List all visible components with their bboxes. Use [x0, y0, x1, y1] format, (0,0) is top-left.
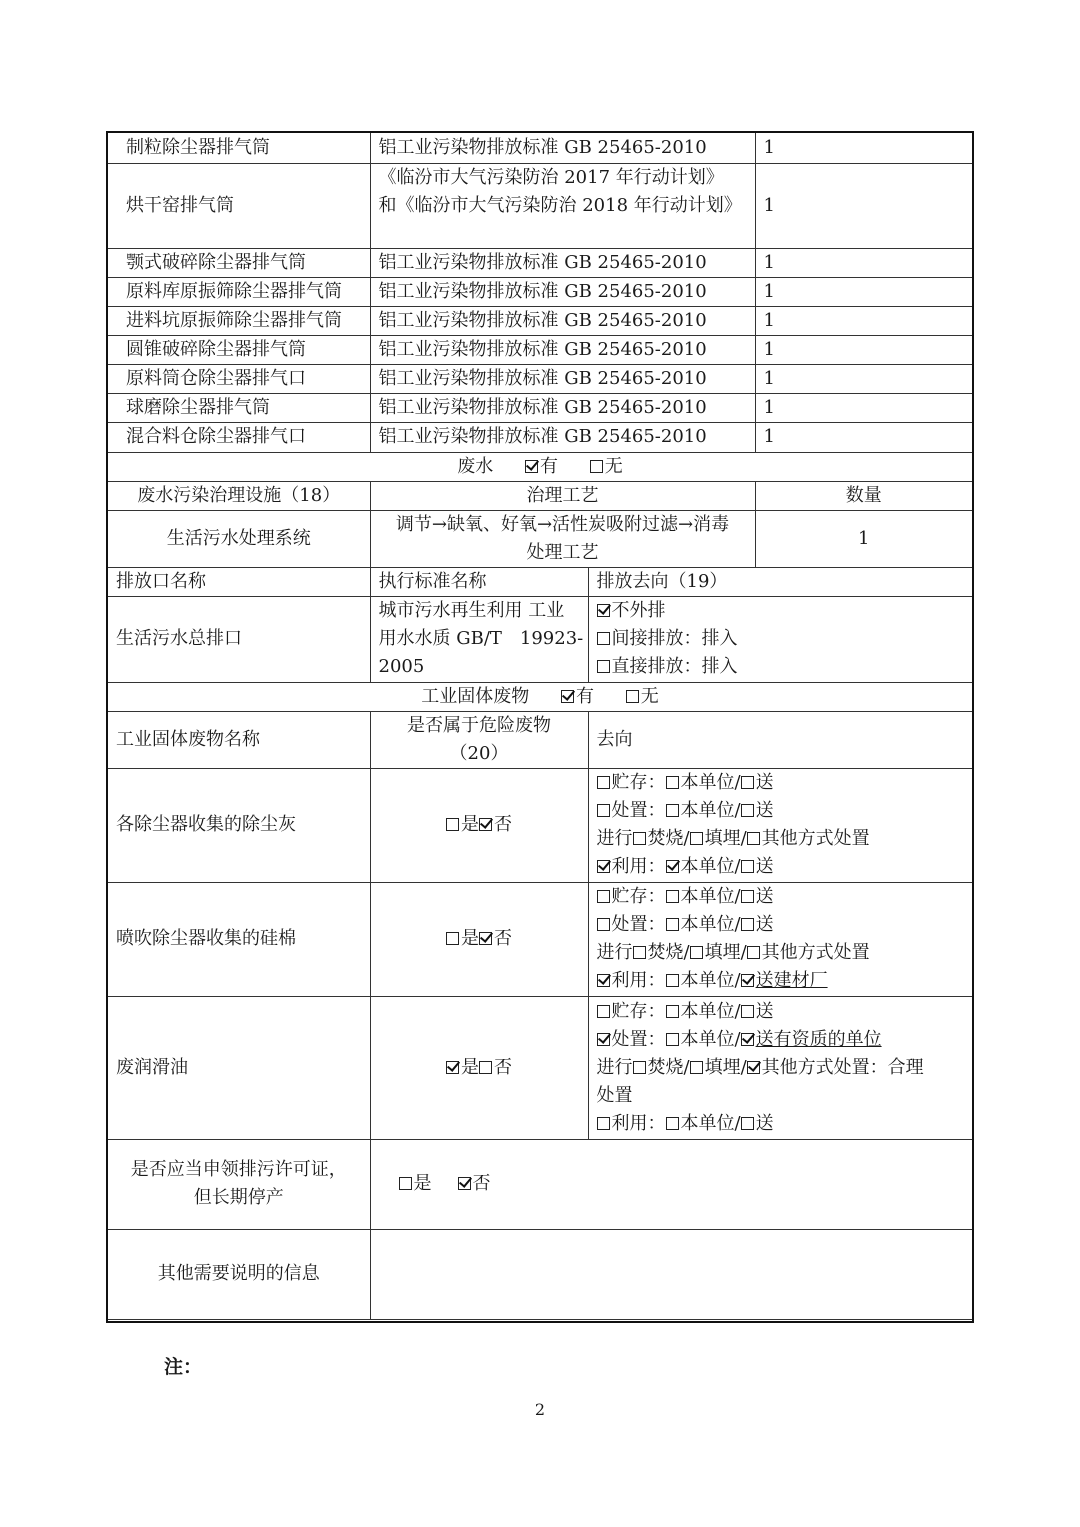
- unchecked-checkbox[interactable]: [633, 946, 646, 959]
- facility-name: 生活污水处理系统: [108, 510, 370, 567]
- unchecked-checkbox[interactable]: [666, 804, 679, 817]
- emission-standard: 铝工业污染物排放标准 GB 25465-2010: [370, 133, 755, 163]
- emission-name: 制粒除尘器排气筒: [108, 133, 370, 163]
- report-table-frame: [106, 131, 974, 1323]
- standard-header: 执行标准名称: [370, 567, 588, 596]
- emission-count: 1: [755, 335, 972, 364]
- emission-standard: 铝工业污染物排放标准 GB 25465-2010: [370, 306, 755, 335]
- option-label: 是: [413, 1173, 432, 1194]
- emission-count: 1: [755, 248, 972, 277]
- unchecked-checkbox[interactable]: [597, 1005, 610, 1018]
- checked-checkbox[interactable]: [597, 1033, 610, 1046]
- option-label: 送: [755, 1000, 774, 1022]
- option-label: 本单位/: [680, 1028, 741, 1050]
- waste-name-header: 工业固体废物名称: [108, 711, 370, 768]
- solid-waste-row: [108, 996, 972, 1139]
- option-label: 处置：: [611, 1028, 666, 1050]
- checked-checkbox[interactable]: [747, 1061, 760, 1074]
- other-info-label: 其他需要说明的信息: [108, 1229, 370, 1319]
- unchecked-checkbox[interactable]: [666, 918, 679, 931]
- wastewater-section-row: [108, 452, 972, 481]
- emission-standard: 铝工业污染物排放标准 GB 25465-2010: [370, 422, 755, 452]
- option-label: 进行: [596, 942, 633, 963]
- unchecked-checkbox[interactable]: [741, 918, 754, 931]
- unchecked-checkbox[interactable]: [747, 946, 760, 959]
- wastewater-facility-row: [108, 510, 972, 567]
- emission-name: 烘干窑排气筒: [108, 163, 370, 248]
- emission-name: 混合料仓除尘器排气口: [108, 422, 370, 452]
- permit-question-line: 是否应当申领排污许可证，: [130, 1159, 347, 1180]
- note-label: 注：: [164, 1356, 203, 1378]
- emission-name: 进料坑原振筛除尘器排气筒: [108, 306, 370, 335]
- unchecked-checkbox[interactable]: [741, 860, 754, 873]
- option-label: 本单位/: [680, 856, 741, 877]
- section-title: 废水: [457, 455, 494, 477]
- option-label: 送: [755, 1112, 774, 1134]
- emission-row: [108, 248, 972, 277]
- option-label: 否: [494, 1056, 512, 1078]
- option-label: 送: [755, 772, 774, 793]
- emission-count: 1: [755, 163, 972, 248]
- count-header: 数量: [755, 481, 972, 510]
- option-label: 本单位/: [680, 886, 741, 907]
- outlet-header: 排放口名称: [108, 567, 370, 596]
- emission-count: 1: [755, 133, 972, 163]
- option-label: 本单位/: [680, 1000, 741, 1022]
- emission-count: 1: [755, 393, 972, 422]
- process-line: 处理工艺: [526, 541, 599, 563]
- other-info-value[interactable]: [370, 1229, 972, 1319]
- unchecked-checkbox[interactable]: [741, 776, 754, 789]
- option-label: 是: [461, 928, 479, 949]
- option-label: 间接排放：排入: [611, 628, 738, 649]
- option-label: 其他方式处置：合理: [761, 1056, 924, 1078]
- unchecked-checkbox[interactable]: [446, 818, 459, 831]
- permit-row: [108, 1139, 972, 1229]
- emission-standard: 铝工业污染物排放标准 GB 25465-2010: [370, 364, 755, 393]
- emission-standard-line: 《临汾市大气污染防治 2017 年行动计划》: [378, 166, 724, 188]
- emission-count: 1: [755, 422, 972, 452]
- section-title: 工业固体废物: [421, 685, 530, 707]
- option-label: 本单位/: [680, 970, 741, 991]
- hazard-choice: [370, 996, 588, 1139]
- unchecked-checkbox[interactable]: [633, 1061, 646, 1074]
- unchecked-checkbox[interactable]: [597, 776, 610, 789]
- option-label: 本单位/: [680, 772, 741, 793]
- emission-standard-line: 和《临汾市大气污染防治 2018 年行动计划》: [378, 194, 742, 216]
- permit-question-line: 但长期停产: [193, 1187, 284, 1208]
- facility-header: 废水污染治理设施（18）: [108, 481, 370, 510]
- option-label: 焚烧/: [647, 942, 690, 963]
- unchecked-checkbox[interactable]: [597, 804, 610, 817]
- waste-destination: [588, 996, 972, 1139]
- hazard-choice: [370, 882, 588, 996]
- option-label: 送: [755, 886, 774, 907]
- checked-checkbox[interactable]: [479, 932, 492, 945]
- hazard-header-line: （20）: [449, 742, 509, 764]
- option-label: 无: [640, 685, 659, 707]
- checked-checkbox[interactable]: [597, 974, 610, 987]
- solid-waste-section-header: [108, 682, 972, 711]
- permit-question: [108, 1139, 370, 1229]
- option-label: 本单位/: [680, 914, 741, 935]
- unchecked-checkbox[interactable]: [666, 1033, 679, 1046]
- option-label: 本单位/: [680, 1112, 741, 1134]
- unchecked-checkbox[interactable]: [741, 890, 754, 903]
- unchecked-checkbox[interactable]: [479, 1061, 492, 1074]
- wastewater-section-header: [108, 452, 972, 481]
- emission-row: [108, 364, 972, 393]
- option-label: 本单位/: [680, 800, 741, 821]
- emission-count: 1: [755, 277, 972, 306]
- other-info-row: [108, 1229, 972, 1319]
- unchecked-checkbox[interactable]: [597, 632, 610, 645]
- option-label: 不外排: [611, 600, 666, 621]
- unchecked-checkbox[interactable]: [666, 1005, 679, 1018]
- emission-standard: 铝工业污染物排放标准 GB 25465-2010: [370, 248, 755, 277]
- checked-checkbox[interactable]: [525, 460, 538, 473]
- unchecked-checkbox[interactable]: [690, 1061, 703, 1074]
- emission-row: [108, 422, 972, 452]
- option-label: 其他方式处置: [761, 828, 870, 849]
- unchecked-checkbox[interactable]: [690, 946, 703, 959]
- unchecked-checkbox[interactable]: [666, 974, 679, 987]
- emission-name: 原料筒仓除尘器排气口: [108, 364, 370, 393]
- process-description: [370, 510, 755, 567]
- outlet-standard: [370, 596, 588, 682]
- outlet-name: 生活污水总排口: [108, 596, 370, 682]
- solid-waste-header-row: [108, 711, 972, 768]
- unchecked-checkbox[interactable]: [597, 660, 610, 673]
- emission-row: [108, 277, 972, 306]
- hazard-choice: [370, 768, 588, 882]
- solid-waste-row: [108, 882, 972, 996]
- destination-header: 排放去向（19）: [588, 567, 972, 596]
- page-number: 2: [534, 1400, 546, 1419]
- option-label: 填埋/: [704, 942, 747, 963]
- checked-checkbox[interactable]: [479, 818, 492, 831]
- option-label: 进行: [596, 828, 633, 849]
- unchecked-checkbox[interactable]: [597, 890, 610, 903]
- waste-destination: [588, 768, 972, 882]
- unchecked-checkbox[interactable]: [747, 832, 760, 845]
- option-label: 贮存：: [611, 772, 666, 793]
- send-to-value: 送有资质的单位: [755, 1028, 882, 1050]
- checked-checkbox[interactable]: [597, 604, 610, 617]
- unchecked-checkbox[interactable]: [597, 1117, 610, 1130]
- checked-checkbox[interactable]: [446, 1061, 459, 1074]
- checked-checkbox[interactable]: [561, 690, 574, 703]
- outlet-row: [108, 596, 972, 682]
- unchecked-checkbox[interactable]: [590, 460, 603, 473]
- outlet-destination: [588, 596, 972, 682]
- option-label: 送: [755, 856, 774, 877]
- waste-name: 废润滑油: [108, 996, 370, 1139]
- unchecked-checkbox[interactable]: [399, 1177, 412, 1190]
- unchecked-checkbox[interactable]: [741, 804, 754, 817]
- standard-line: 2005: [378, 656, 425, 677]
- checked-checkbox[interactable]: [741, 1033, 754, 1046]
- option-label: 进行: [596, 1056, 633, 1078]
- option-label: 直接排放：排入: [611, 656, 738, 677]
- emission-row: [108, 393, 972, 422]
- checked-checkbox[interactable]: [597, 860, 610, 873]
- emission-standard: 铝工业污染物排放标准 GB 25465-2010: [370, 393, 755, 422]
- option-label: 否: [494, 928, 512, 949]
- option-label: 处置: [596, 1084, 633, 1106]
- hazard-header: [370, 711, 588, 768]
- unchecked-checkbox[interactable]: [446, 932, 459, 945]
- waste-name: 喷吹除尘器收集的硅棉: [108, 882, 370, 996]
- option-label: 无: [604, 455, 623, 477]
- emission-name: 颚式破碎除尘器排气筒: [108, 248, 370, 277]
- option-label: 有: [576, 685, 594, 707]
- emission-count: 1: [755, 306, 972, 335]
- option-label: 填埋/: [704, 1056, 747, 1078]
- emission-row: [108, 306, 972, 335]
- standard-line: 用水水质 GB/T 19923-: [378, 628, 584, 649]
- emission-row: [108, 163, 972, 248]
- permit-choice: [370, 1139, 972, 1229]
- outlet-header-row: [108, 567, 972, 596]
- unchecked-checkbox[interactable]: [666, 1117, 679, 1130]
- option-label: 送: [755, 914, 774, 935]
- emission-name: 圆锥破碎除尘器排气筒: [108, 335, 370, 364]
- send-to-value: 送建材厂: [755, 970, 828, 991]
- unchecked-checkbox[interactable]: [666, 776, 679, 789]
- option-label: 焚烧/: [647, 828, 690, 849]
- standard-line: 城市污水再生利用 工业: [378, 600, 565, 621]
- option-label: 送: [755, 800, 774, 821]
- emission-standard: [370, 163, 755, 248]
- unchecked-checkbox[interactable]: [741, 1005, 754, 1018]
- checked-checkbox[interactable]: [741, 974, 754, 987]
- option-label: 贮存：: [611, 1000, 666, 1022]
- unchecked-checkbox[interactable]: [690, 832, 703, 845]
- option-label: 填埋/: [704, 828, 747, 849]
- emission-count: 1: [755, 364, 972, 393]
- process-header: 治理工艺: [370, 481, 755, 510]
- option-label: 是: [461, 814, 479, 835]
- emission-name: 球磨除尘器排气筒: [108, 393, 370, 422]
- option-label: 利用：: [611, 970, 666, 991]
- report-table: [108, 133, 972, 1320]
- wastewater-header-row: [108, 481, 972, 510]
- waste-destination: [588, 882, 972, 996]
- option-label: 是: [461, 1056, 479, 1078]
- option-label: 处置：: [611, 800, 666, 821]
- emission-standard: 铝工业污染物排放标准 GB 25465-2010: [370, 277, 755, 306]
- solid-waste-section-row: [108, 682, 972, 711]
- unchecked-checkbox[interactable]: [597, 918, 610, 931]
- unchecked-checkbox[interactable]: [633, 832, 646, 845]
- option-label: 处置：: [611, 914, 666, 935]
- option-label: 否: [494, 814, 512, 835]
- facility-count: 1: [755, 510, 972, 567]
- checked-checkbox[interactable]: [666, 860, 679, 873]
- checked-checkbox[interactable]: [458, 1177, 471, 1190]
- unchecked-checkbox[interactable]: [666, 890, 679, 903]
- emission-row: [108, 133, 972, 163]
- option-label: 贮存：: [611, 886, 666, 907]
- hazard-header-line: 是否属于危险废物: [407, 714, 551, 736]
- emission-row: [108, 335, 972, 364]
- emission-standard: 铝工业污染物排放标准 GB 25465-2010: [370, 335, 755, 364]
- option-label: 利用：: [611, 856, 666, 877]
- option-label: 有: [540, 455, 558, 477]
- process-line: 调节→缺氧、好氧→活性炭吸附过滤→消毒: [395, 513, 730, 535]
- waste-name: 各除尘器收集的除尘灰: [108, 768, 370, 882]
- solid-waste-row: [108, 768, 972, 882]
- option-label: 其他方式处置: [761, 942, 870, 963]
- unchecked-checkbox[interactable]: [741, 1117, 754, 1130]
- option-label: 否: [472, 1173, 491, 1194]
- option-label: 利用：: [611, 1112, 666, 1134]
- unchecked-checkbox[interactable]: [626, 690, 639, 703]
- emission-name: 原料库原振筛除尘器排气筒: [108, 277, 370, 306]
- option-label: 焚烧/: [647, 1056, 690, 1078]
- waste-destination-header: 去向: [588, 711, 972, 768]
